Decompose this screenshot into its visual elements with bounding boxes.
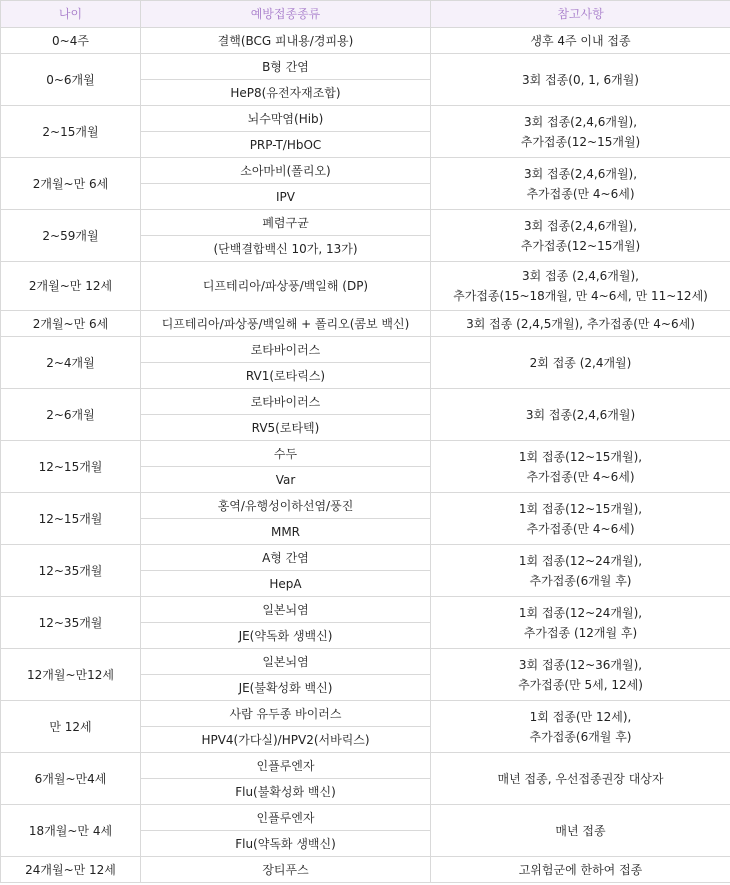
note-line: 추가접종(12~15개월)	[520, 238, 641, 253]
note-line: 1회 접종(12~15개월),	[518, 449, 643, 464]
table-row	[1, 311, 730, 337]
age-cell: 12~15개월	[1, 493, 141, 545]
note-cell	[431, 311, 730, 337]
header-vaccine: 예방접종종류	[141, 1, 431, 28]
table-row	[1, 493, 730, 519]
note-cell	[431, 106, 730, 158]
table-row	[1, 597, 730, 623]
note-line: 3회 접종(2,4,6개월),	[523, 218, 638, 233]
vaccine-cell: RV1(로타릭스)	[141, 363, 431, 389]
table-row	[1, 805, 730, 831]
note-line: 1회 접종(12~24개월),	[518, 605, 643, 620]
vaccine-cell: 결핵(BCG 피내용/경피용)	[141, 28, 431, 54]
table-row	[1, 753, 730, 779]
table-row	[1, 28, 730, 54]
table-row	[1, 545, 730, 571]
vaccine-cell: PRP-T/HbOC	[141, 132, 431, 158]
note-line: 추가접종(12~15개월)	[520, 134, 641, 149]
vaccine-cell: HepA	[141, 571, 431, 597]
note-line: 3회 접종(2,4,6개월)	[525, 407, 636, 422]
note-line: 생후 4주 이내 접종	[530, 33, 631, 48]
age-cell: 12개월~만12세	[1, 649, 141, 701]
note-cell	[431, 389, 730, 441]
table-header-row	[1, 1, 730, 28]
age-cell: 2개월~만 12세	[1, 262, 141, 311]
vaccine-cell: B형 간염	[141, 54, 431, 80]
vaccine-cell: HPV4(가다실)/HPV2(서바릭스)	[141, 727, 431, 753]
table-body	[1, 28, 730, 883]
table-row	[1, 649, 730, 675]
vaccine-cell: JE(약독화 생백신)	[141, 623, 431, 649]
vaccine-cell: Flu(약독화 생백신)	[141, 831, 431, 857]
note-cell	[431, 701, 730, 753]
age-cell: 만 12세	[1, 701, 141, 753]
note-cell	[431, 649, 730, 701]
note-line: 추가접종(만 4~6세)	[526, 469, 635, 484]
note-line: 고위험군에 한하여 접종	[518, 862, 643, 877]
vaccine-cell: 소아마비(폴리오)	[141, 158, 431, 184]
vaccine-cell: 장티푸스	[141, 857, 431, 883]
vaccine-cell: RV5(로타텍)	[141, 415, 431, 441]
note-cell	[431, 597, 730, 649]
age-cell: 12~35개월	[1, 597, 141, 649]
table-row	[1, 210, 730, 236]
vaccine-cell: 인플루엔자	[141, 753, 431, 779]
age-cell: 24개월~만 12세	[1, 857, 141, 883]
note-line: 추가접종(만 4~6세)	[526, 186, 635, 201]
table-row	[1, 701, 730, 727]
age-cell: 12~15개월	[1, 441, 141, 493]
age-cell: 2개월~만 6세	[1, 311, 141, 337]
vaccine-cell: 사람 유두종 바이러스	[141, 701, 431, 727]
vaccine-cell: A형 간염	[141, 545, 431, 571]
note-line: 추가접종(15~18개월, 만 4~6세, 만 11~12세)	[453, 289, 708, 303]
vaccine-cell: 인플루엔자	[141, 805, 431, 831]
note-line: 추가접종(만 4~6세)	[526, 521, 635, 536]
note-line: 1회 접종(12~15개월),	[518, 501, 643, 516]
vaccine-cell: 로타바이러스	[141, 389, 431, 415]
age-cell: 12~35개월	[1, 545, 141, 597]
note-cell	[431, 210, 730, 262]
note-cell	[431, 28, 730, 54]
age-cell: 6개월~만4세	[1, 753, 141, 805]
note-line: 추가접종(만 5세, 12세)	[518, 677, 643, 692]
vaccine-cell: 로타바이러스	[141, 337, 431, 363]
vaccine-cell: 뇌수막염(Hib)	[141, 106, 431, 132]
vaccine-cell: IPV	[141, 184, 431, 210]
header-age: 나이	[1, 1, 141, 28]
note-line: 1회 접종(12~24개월),	[518, 553, 643, 568]
note-cell	[431, 54, 730, 106]
table-row	[1, 262, 730, 311]
note-line: 2회 접종 (2,4개월)	[529, 355, 632, 370]
note-line: 3회 접종(2,4,6개월),	[523, 114, 638, 129]
vaccine-cell: (단백결합백신 10가, 13가)	[141, 236, 431, 262]
age-cell: 2~6개월	[1, 389, 141, 441]
table-row	[1, 857, 730, 883]
age-cell: 0~6개월	[1, 54, 141, 106]
note-line: 3회 접종(2,4,6개월),	[523, 166, 638, 181]
vaccine-cell: JE(불확성화 백신)	[141, 675, 431, 701]
table-row	[1, 389, 730, 415]
note-line: 추가접종(6개월 후)	[529, 573, 632, 588]
note-cell	[431, 753, 730, 805]
note-cell	[431, 262, 730, 311]
note-line: 3회 접종(0, 1, 6개월)	[522, 72, 639, 87]
vaccine-cell: 홍역/유행성이하선염/풍진	[141, 493, 431, 519]
note-cell	[431, 857, 730, 883]
vaccine-cell: 일본뇌염	[141, 597, 431, 623]
note-line: 추가접종 (12개월 후)	[523, 625, 638, 640]
table-row	[1, 158, 730, 184]
note-line: 3회 접종 (2,4,6개월),	[522, 269, 639, 283]
age-cell: 18개월~만 4세	[1, 805, 141, 857]
age-cell: 2~15개월	[1, 106, 141, 158]
table-row	[1, 441, 730, 467]
vaccine-cell: HeP8(유전자재조합)	[141, 80, 431, 106]
note-line: 추가접종(6개월 후)	[529, 729, 632, 744]
note-line: 3회 접종(12~36개월),	[518, 657, 643, 672]
note-cell	[431, 441, 730, 493]
vaccine-cell: 디프테리아/파상풍/백일해 + 폴리오(콤보 백신)	[141, 311, 431, 337]
table-row	[1, 337, 730, 363]
table-row	[1, 106, 730, 132]
note-line: 매년 접종, 우선접종권장 대상자	[497, 771, 664, 786]
vaccine-cell: 폐렴구균	[141, 210, 431, 236]
note-line: 1회 접종(만 12세),	[529, 709, 632, 724]
note-cell	[431, 158, 730, 210]
vaccine-cell: Flu(불확성화 백신)	[141, 779, 431, 805]
note-cell	[431, 493, 730, 545]
vaccine-cell: 수두	[141, 441, 431, 467]
header-note: 참고사항	[431, 1, 730, 28]
vaccine-cell: MMR	[141, 519, 431, 545]
age-cell: 0~4주	[1, 28, 141, 54]
vaccine-cell: 디프테리아/파상풍/백일해 (DP)	[141, 262, 431, 311]
vaccine-cell: Var	[141, 467, 431, 493]
vaccine-cell: 일본뇌염	[141, 649, 431, 675]
note-cell	[431, 337, 730, 389]
note-cell	[431, 805, 730, 857]
age-cell: 2~4개월	[1, 337, 141, 389]
age-cell: 2개월~만 6세	[1, 158, 141, 210]
table-row	[1, 54, 730, 80]
note-cell	[431, 545, 730, 597]
note-line: 매년 접종	[555, 823, 606, 838]
note-line: 3회 접종 (2,4,5개월), 추가접종(만 4~6세)	[466, 316, 695, 331]
age-cell: 2~59개월	[1, 210, 141, 262]
